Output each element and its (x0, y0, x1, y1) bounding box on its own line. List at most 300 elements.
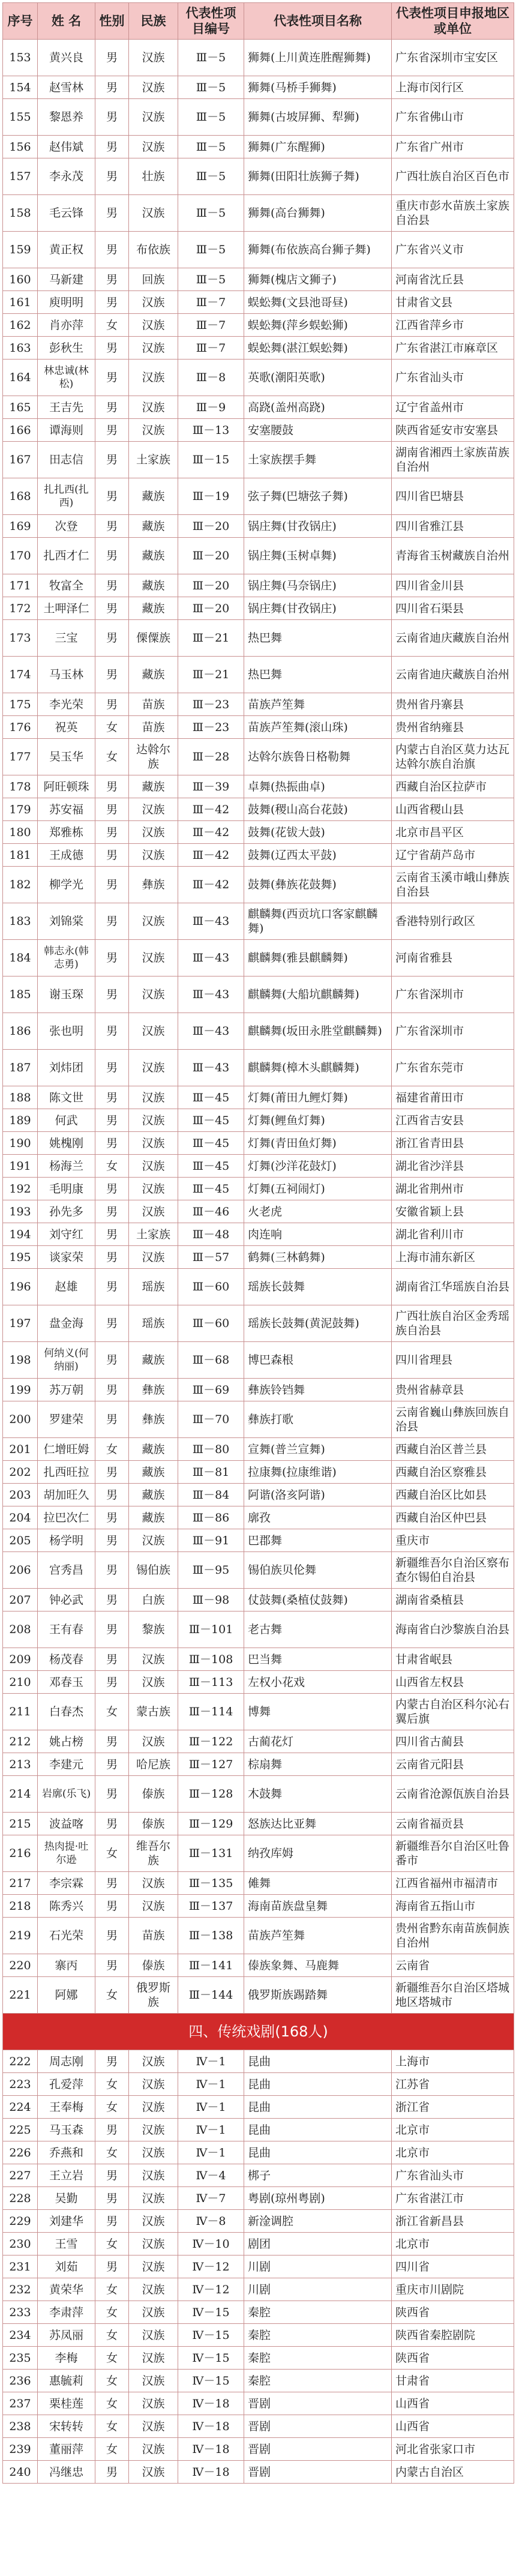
cell-ethnicity: 傣族 (129, 1813, 178, 1835)
cell-ethnicity: 汉族 (129, 1529, 178, 1552)
cell-project: 阿谐(洛亥阿谐) (244, 1484, 392, 1506)
cell-region: 浙江省新昌县 (392, 2210, 514, 2233)
cell-no: 217 (3, 1872, 38, 1895)
cell-gender: 男 (95, 775, 129, 798)
cell-project: 博巴森根 (244, 1342, 392, 1379)
cell-gender: 男 (95, 1730, 129, 1753)
table-row (3, 1730, 514, 1753)
cell-code: Ⅲ－20 (178, 597, 244, 620)
cell-gender: 男 (95, 867, 129, 903)
cell-gender: 女 (95, 2347, 129, 2370)
cell-ethnicity: 藏族 (129, 1484, 178, 1506)
cell-region: 江苏省 (392, 2073, 514, 2096)
cell-project: 秦腔 (244, 2347, 392, 2370)
cell-project: 巴郡舞 (244, 1529, 392, 1552)
table-body (3, 40, 514, 2484)
cell-region: 浙江省 (392, 2096, 514, 2119)
cell-gender: 男 (95, 1305, 129, 1342)
cell-ethnicity: 汉族 (129, 2370, 178, 2392)
cell-region: 上海市闵行区 (392, 76, 514, 99)
cell-region: 云南省迪庆藏族自治州 (392, 620, 514, 657)
cell-region: 浙江省青田县 (392, 1132, 514, 1155)
cell-project: 鹤舞(三林鹤舞) (244, 1246, 392, 1269)
cell-name: 吴勤 (38, 2187, 95, 2210)
cell-no: 193 (3, 1200, 38, 1223)
cell-name: 吴玉华 (38, 739, 95, 775)
heritage-bearers-table (2, 2, 514, 2484)
cell-no: 203 (3, 1484, 38, 1506)
cell-project: 拉康舞(拉康维谐) (244, 1461, 392, 1484)
cell-no: 195 (3, 1246, 38, 1269)
table-row (3, 1589, 514, 1612)
cell-project: 秦腔 (244, 2370, 392, 2392)
table-row (3, 1109, 514, 1132)
cell-ethnicity: 汉族 (129, 2324, 178, 2347)
table-row (3, 821, 514, 844)
cell-code: Ⅲ－57 (178, 1246, 244, 1269)
cell-name: 盘金海 (38, 1305, 95, 1342)
cell-code: Ⅲ－5 (178, 232, 244, 268)
cell-no: 162 (3, 314, 38, 337)
cell-ethnicity: 蒙古族 (129, 1694, 178, 1730)
table-row (3, 2256, 514, 2278)
cell-region: 山西省 (392, 2392, 514, 2415)
cell-no: 181 (3, 844, 38, 867)
cell-region: 陕西省 (392, 2301, 514, 2324)
cell-code: Ⅲ－5 (178, 76, 244, 99)
cell-gender: 男 (95, 2119, 129, 2141)
cell-code: Ⅲ－95 (178, 1552, 244, 1589)
cell-no: 225 (3, 2119, 38, 2141)
cell-gender: 男 (95, 1246, 129, 1269)
cell-ethnicity: 布依族 (129, 232, 178, 268)
cell-name: 姚占榜 (38, 1730, 95, 1753)
cell-no: 164 (3, 360, 38, 396)
cell-name: 庾明明 (38, 291, 95, 314)
table-row (3, 2278, 514, 2301)
cell-gender: 女 (95, 1155, 129, 1178)
cell-code: Ⅲ－20 (178, 515, 244, 538)
cell-region: 湖南省湘西土家族苗族自治州 (392, 442, 514, 478)
cell-project: 廓孜 (244, 1506, 392, 1529)
cell-project: 灯舞(鲤鱼灯舞) (244, 1109, 392, 1132)
cell-code: Ⅲ－45 (178, 1132, 244, 1155)
cell-code: Ⅲ－45 (178, 1109, 244, 1132)
cell-code: Ⅲ－20 (178, 574, 244, 597)
cell-name: 张也明 (38, 1013, 95, 1050)
cell-gender: 男 (95, 158, 129, 195)
cell-region: 云南省沧源佤族自治县 (392, 1776, 514, 1813)
cell-code: Ⅲ－13 (178, 419, 244, 442)
cell-gender: 男 (95, 1223, 129, 1246)
cell-gender: 女 (95, 2438, 129, 2461)
cell-name: 肖亦萍 (38, 314, 95, 337)
cell-region: 新疆维吾尔自治区察布查尔锡伯自治县 (392, 1552, 514, 1589)
cell-code: Ⅲ－43 (178, 977, 244, 1013)
cell-name: 黄荣华 (38, 2278, 95, 2301)
cell-no: 198 (3, 1342, 38, 1379)
cell-region: 广东省深圳市 (392, 977, 514, 1013)
cell-ethnicity: 汉族 (129, 844, 178, 867)
cell-no: 200 (3, 1401, 38, 1438)
table-row (3, 1612, 514, 1648)
cell-region: 陕西省 (392, 2347, 514, 2370)
cell-project: 弦子舞(巴塘弦子舞) (244, 478, 392, 515)
table-row (3, 1342, 514, 1379)
cell-gender: 男 (95, 1379, 129, 1401)
cell-code: Ⅳ－4 (178, 2164, 244, 2187)
table-row (3, 232, 514, 268)
table-row (3, 597, 514, 620)
table-row (3, 1813, 514, 1835)
cell-ethnicity: 汉族 (129, 1178, 178, 1200)
cell-name: 林忠诚(林松) (38, 360, 95, 396)
cell-name: 马玉林 (38, 657, 95, 693)
table-row (3, 867, 514, 903)
cell-project: 晋剧 (244, 2392, 392, 2415)
table-row (3, 538, 514, 574)
cell-ethnicity: 汉族 (129, 1895, 178, 1918)
cell-region: 广东省汕头市 (392, 2164, 514, 2187)
cell-region: 云南省 (392, 1954, 514, 1977)
cell-code: Ⅲ－98 (178, 1589, 244, 1612)
cell-no: 182 (3, 867, 38, 903)
cell-region: 四川省石渠县 (392, 597, 514, 620)
cell-name: 扎西才仁 (38, 538, 95, 574)
cell-project: 安塞腰鼓 (244, 419, 392, 442)
header-ethnicity: 民族 (129, 3, 178, 40)
cell-ethnicity: 汉族 (129, 1086, 178, 1109)
cell-project: 灯舞(青田鱼灯舞) (244, 1132, 392, 1155)
cell-code: Ⅳ－18 (178, 2438, 244, 2461)
cell-name: 冯继忠 (38, 2461, 95, 2484)
cell-no: 159 (3, 232, 38, 268)
cell-project: 狮舞(田阳壮族狮子舞) (244, 158, 392, 195)
cell-ethnicity: 汉族 (129, 195, 178, 232)
cell-ethnicity: 汉族 (129, 940, 178, 977)
table-row (3, 419, 514, 442)
cell-no: 237 (3, 2392, 38, 2415)
cell-project: 怒族达比亚舞 (244, 1813, 392, 1835)
cell-no: 219 (3, 1918, 38, 1954)
table-header-row (3, 3, 514, 40)
cell-gender: 男 (95, 1506, 129, 1529)
table-row (3, 1776, 514, 1813)
cell-region: 西藏自治区普兰县 (392, 1438, 514, 1461)
cell-project: 麒麟舞(西贡坑口客家麒麟舞) (244, 903, 392, 940)
cell-ethnicity: 汉族 (129, 1132, 178, 1155)
cell-ethnicity: 彝族 (129, 867, 178, 903)
cell-project: 狮舞(上川黄连胜醒狮舞) (244, 40, 392, 76)
cell-name: 彭秋生 (38, 337, 95, 360)
cell-code: Ⅳ－18 (178, 2392, 244, 2415)
cell-name: 钟必武 (38, 1589, 95, 1612)
table-row (3, 2164, 514, 2187)
cell-name: 惠毓莉 (38, 2370, 95, 2392)
cell-gender: 女 (95, 1694, 129, 1730)
header-name: 姓 名 (38, 3, 95, 40)
cell-project: 热巴舞 (244, 657, 392, 693)
cell-code: Ⅳ－1 (178, 2096, 244, 2119)
cell-code: Ⅲ－43 (178, 1050, 244, 1086)
cell-no: 160 (3, 268, 38, 291)
cell-code: Ⅲ－8 (178, 360, 244, 396)
cell-code: Ⅲ－39 (178, 775, 244, 798)
cell-code: Ⅳ－15 (178, 2324, 244, 2347)
cell-name: 白春杰 (38, 1694, 95, 1730)
cell-name: 拉巴次仁 (38, 1506, 95, 1529)
cell-no: 187 (3, 1050, 38, 1086)
cell-project: 俄罗斯族踢踏舞 (244, 1977, 392, 2014)
cell-project: 锅庄舞(甘孜锅庄) (244, 597, 392, 620)
cell-code: Ⅲ－137 (178, 1895, 244, 1918)
cell-code: Ⅲ－141 (178, 1954, 244, 1977)
cell-name: 杨茂春 (38, 1648, 95, 1671)
table-row (3, 2233, 514, 2256)
cell-gender: 男 (95, 1086, 129, 1109)
cell-region: 北京市 (392, 2233, 514, 2256)
cell-project: 巴当舞 (244, 1648, 392, 1671)
cell-project: 瑶族长鼓舞 (244, 1269, 392, 1305)
cell-gender: 男 (95, 597, 129, 620)
table-row (3, 442, 514, 478)
cell-name: 刘茹 (38, 2256, 95, 2278)
cell-name: 黄兴良 (38, 40, 95, 76)
cell-code: Ⅲ－5 (178, 99, 244, 136)
cell-code: Ⅳ－1 (178, 2141, 244, 2164)
cell-region: 海南省五指山市 (392, 1895, 514, 1918)
cell-code: Ⅳ－18 (178, 2415, 244, 2438)
cell-project: 锅庄舞(玉树卓舞) (244, 538, 392, 574)
cell-name: 赵伟斌 (38, 136, 95, 158)
cell-code: Ⅳ－12 (178, 2278, 244, 2301)
cell-gender: 女 (95, 2278, 129, 2301)
cell-gender: 男 (95, 1461, 129, 1484)
table-row (3, 940, 514, 977)
table-row (3, 1529, 514, 1552)
cell-project: 左权小花戏 (244, 1671, 392, 1694)
cell-gender: 男 (95, 1132, 129, 1155)
cell-gender: 女 (95, 2233, 129, 2256)
cell-region: 广东省佛山市 (392, 99, 514, 136)
cell-code: Ⅲ－131 (178, 1835, 244, 1872)
cell-no: 163 (3, 337, 38, 360)
cell-project: 仗鼓舞(桑植仗鼓舞) (244, 1589, 392, 1612)
cell-gender: 男 (95, 821, 129, 844)
cell-project: 热巴舞 (244, 620, 392, 657)
cell-name: 宫秀昌 (38, 1552, 95, 1589)
cell-name: 姚槐刚 (38, 1132, 95, 1155)
cell-no: 220 (3, 1954, 38, 1977)
cell-project: 卓舞(热振曲卓) (244, 775, 392, 798)
cell-name: 王立岩 (38, 2164, 95, 2187)
cell-project: 锅庄舞(马奈锅庄) (244, 574, 392, 597)
cell-project: 傣族象舞、马鹿舞 (244, 1954, 392, 1977)
table-row (3, 195, 514, 232)
cell-no: 186 (3, 1013, 38, 1050)
cell-no: 205 (3, 1529, 38, 1552)
cell-code: Ⅲ－20 (178, 538, 244, 574)
cell-name: 董丽萍 (38, 2438, 95, 2461)
cell-gender: 男 (95, 1813, 129, 1835)
cell-no: 204 (3, 1506, 38, 1529)
cell-name: 刘建华 (38, 2210, 95, 2233)
cell-ethnicity: 土家族 (129, 1223, 178, 1246)
cell-code: Ⅳ－15 (178, 2301, 244, 2324)
cell-name: 黄正权 (38, 232, 95, 268)
cell-region: 云南省玉溪市峨山彝族自治县 (392, 867, 514, 903)
table-row (3, 574, 514, 597)
cell-code: Ⅲ－60 (178, 1305, 244, 1342)
cell-name: 李建元 (38, 1753, 95, 1776)
cell-name: 罗建荣 (38, 1401, 95, 1438)
cell-gender: 男 (95, 99, 129, 136)
cell-name: 阿娜 (38, 1977, 95, 2014)
cell-region: 西藏自治区察雅县 (392, 1461, 514, 1484)
table-row (3, 1835, 514, 1872)
table-row (3, 1954, 514, 1977)
cell-no: 238 (3, 2415, 38, 2438)
cell-name: 刘炜团 (38, 1050, 95, 1086)
cell-no: 154 (3, 76, 38, 99)
cell-region: 广西壮族自治区百色市 (392, 158, 514, 195)
cell-no: 230 (3, 2233, 38, 2256)
cell-name: 土呷泽仁 (38, 597, 95, 620)
cell-ethnicity: 壮族 (129, 158, 178, 195)
cell-ethnicity: 汉族 (129, 2187, 178, 2210)
cell-region: 四川省金川县 (392, 574, 514, 597)
table-row (3, 2370, 514, 2392)
cell-code: Ⅳ－1 (178, 2050, 244, 2073)
cell-project: 晋剧 (244, 2438, 392, 2461)
cell-no: 183 (3, 903, 38, 940)
cell-name: 周志刚 (38, 2050, 95, 2073)
table-row (3, 1648, 514, 1671)
cell-gender: 男 (95, 291, 129, 314)
cell-no: 224 (3, 2096, 38, 2119)
cell-region: 广东省汕头市 (392, 360, 514, 396)
cell-name: 宋转转 (38, 2415, 95, 2438)
cell-project: 火老虎 (244, 1200, 392, 1223)
cell-gender: 男 (95, 2164, 129, 2187)
cell-gender: 男 (95, 940, 129, 977)
cell-code: Ⅲ－81 (178, 1461, 244, 1484)
cell-project: 肉连响 (244, 1223, 392, 1246)
cell-gender: 女 (95, 2370, 129, 2392)
cell-ethnicity: 瑶族 (129, 1305, 178, 1342)
cell-region: 甘肃省岷县 (392, 1648, 514, 1671)
cell-name: 扎西旺拉 (38, 1461, 95, 1484)
cell-gender: 男 (95, 396, 129, 419)
cell-gender: 男 (95, 1109, 129, 1132)
cell-no: 190 (3, 1132, 38, 1155)
cell-ethnicity: 汉族 (129, 2392, 178, 2415)
cell-code: Ⅳ－1 (178, 2073, 244, 2096)
cell-region: 甘肃省文县 (392, 291, 514, 314)
cell-project: 鼓舞(花钹大鼓) (244, 821, 392, 844)
cell-gender: 男 (95, 798, 129, 821)
cell-project: 老古舞 (244, 1612, 392, 1648)
cell-name: 柳学光 (38, 867, 95, 903)
cell-gender: 女 (95, 2324, 129, 2347)
cell-no: 207 (3, 1589, 38, 1612)
table-row (3, 2392, 514, 2415)
cell-region: 北京市昌平区 (392, 821, 514, 844)
cell-code: Ⅲ－45 (178, 1155, 244, 1178)
cell-no: 188 (3, 1086, 38, 1109)
cell-name: 杨海兰 (38, 1155, 95, 1178)
cell-region: 安徽省颖上县 (392, 1200, 514, 1223)
cell-gender: 男 (95, 195, 129, 232)
table-row (3, 99, 514, 136)
cell-project: 灯舞(五祠闹灯) (244, 1178, 392, 1200)
cell-no: 229 (3, 2210, 38, 2233)
cell-code: Ⅲ－48 (178, 1223, 244, 1246)
cell-code: Ⅲ－60 (178, 1269, 244, 1305)
cell-name: 阿旺顿珠 (38, 775, 95, 798)
cell-no: 234 (3, 2324, 38, 2347)
cell-code: Ⅲ－21 (178, 620, 244, 657)
cell-code: Ⅳ－15 (178, 2347, 244, 2370)
cell-gender: 男 (95, 1872, 129, 1895)
cell-ethnicity: 傣族 (129, 1954, 178, 1977)
cell-ethnicity: 黎族 (129, 1612, 178, 1648)
cell-no: 185 (3, 977, 38, 1013)
cell-gender: 男 (95, 2187, 129, 2210)
cell-region: 云南省巍山彝族回族自治县 (392, 1401, 514, 1438)
cell-region: 贵州省纳雍县 (392, 716, 514, 739)
cell-project: 鼓舞(稷山高台花鼓) (244, 798, 392, 821)
cell-ethnicity: 汉族 (129, 1872, 178, 1895)
cell-name: 陈文世 (38, 1086, 95, 1109)
cell-region: 新疆维吾尔自治区塔城地区塔城市 (392, 1977, 514, 2014)
cell-project: 狮舞(广东醒狮) (244, 136, 392, 158)
cell-code: Ⅲ－70 (178, 1401, 244, 1438)
cell-project: 棕扇舞 (244, 1753, 392, 1776)
cell-no: 218 (3, 1895, 38, 1918)
cell-gender: 男 (95, 1589, 129, 1612)
cell-name: 马新建 (38, 268, 95, 291)
cell-no: 201 (3, 1438, 38, 1461)
cell-no: 189 (3, 1109, 38, 1132)
cell-name: 苏安福 (38, 798, 95, 821)
cell-gender: 男 (95, 1552, 129, 1589)
cell-name: 祝英 (38, 716, 95, 739)
cell-no: 206 (3, 1552, 38, 1589)
section-header-row (3, 2014, 514, 2050)
table-row (3, 1086, 514, 1109)
cell-name: 寨丙 (38, 1954, 95, 1977)
heritage-table-page (2, 2, 514, 2484)
cell-code: Ⅲ－113 (178, 1671, 244, 1694)
cell-gender: 男 (95, 1401, 129, 1438)
cell-no: 235 (3, 2347, 38, 2370)
cell-code: Ⅲ－108 (178, 1648, 244, 1671)
cell-code: Ⅲ－86 (178, 1506, 244, 1529)
table-row (3, 1013, 514, 1050)
cell-ethnicity: 汉族 (129, 396, 178, 419)
cell-ethnicity: 汉族 (129, 1200, 178, 1223)
table-row (3, 1484, 514, 1506)
cell-name: 谈家荣 (38, 1246, 95, 1269)
cell-no: 165 (3, 396, 38, 419)
cell-project: 锅庄舞(甘孜锅庄) (244, 515, 392, 538)
cell-gender: 男 (95, 76, 129, 99)
cell-ethnicity: 哈尼族 (129, 1753, 178, 1776)
table-row (3, 40, 514, 76)
cell-no: 228 (3, 2187, 38, 2210)
cell-no: 202 (3, 1461, 38, 1484)
